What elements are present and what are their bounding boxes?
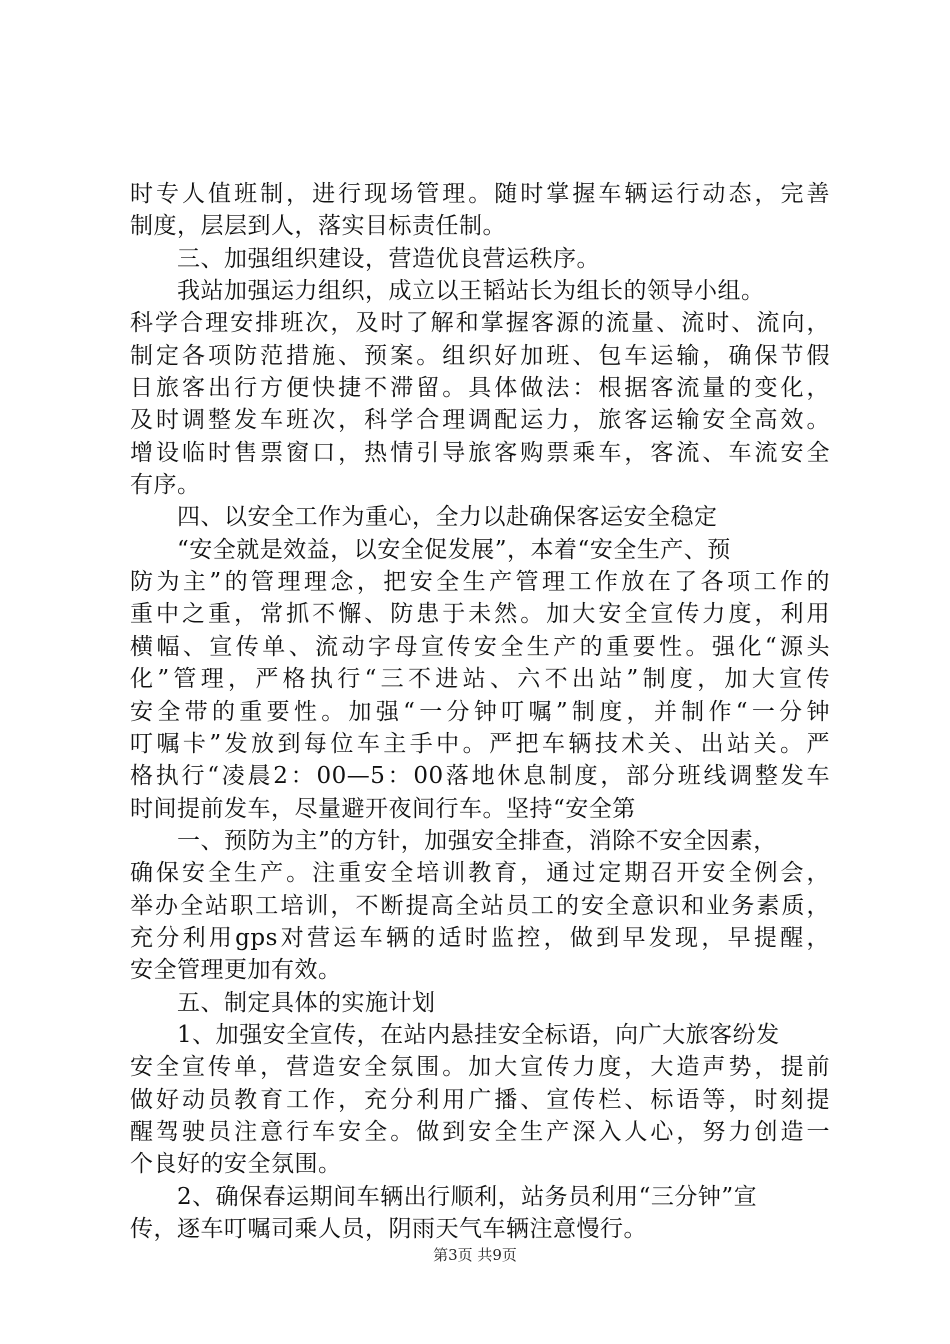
body-line: 有序。 — [130, 472, 201, 499]
body-line: 制度，层层到人，落实目标责任制。 — [130, 213, 506, 240]
body-line: 重中之重，常抓不懈、防患于未然。加大安全宣传力度，利用 — [130, 601, 830, 628]
body-line: 做好动员教育工作，充分利用广播、宣传栏、标语等，时刻提 — [130, 1086, 830, 1113]
page-footer: 第3页 共9页 — [433, 1246, 517, 1264]
body-line: “安全就是效益，以安全促发展”，本着“安全生产、预 — [177, 536, 731, 563]
section-heading: 五、制定具体的实施计划 — [177, 989, 436, 1016]
body-line: 充分利用gps对营运车辆的适时监控，做到早发现，早提醒， — [130, 924, 830, 951]
body-line: 安全宣传单，营造安全氛围。加大宣传力度，大造声势，提前 — [130, 1054, 830, 1081]
body-line: 及时调整发车班次，科学合理调配运力，旅客运输安全高效。 — [130, 407, 830, 434]
section-heading: 三、加强组织建设，营造优良营运秩序。 — [177, 245, 600, 272]
body-line: 安全带的重要性。加强“一分钟叮嘱”制度，并制作“一分钟 — [130, 698, 830, 725]
body-line: 科学合理安排班次，及时了解和掌握客源的流量、流时、流向， — [130, 310, 830, 337]
body-line: 2、确保春运期间车辆出行顺利，站务员利用“三分钟”宣 — [177, 1183, 758, 1210]
body-line: 我站加强运力组织，成立以王韬站长为组长的领导小组。 — [177, 278, 765, 305]
body-line: 化”管理，严格执行“三不进站、六不出站”制度，加大宣传 — [130, 666, 830, 693]
body-line: 传，逐车叮嘱司乘人员，阴雨天气车辆注意慢行。 — [130, 1216, 647, 1242]
section-heading: 四、以安全工作为重心，全力以赴确保客运安全稳定 — [177, 504, 718, 531]
body-line: 确保安全生产。注重安全培训教育，通过定期召开安全例会， — [130, 860, 830, 887]
body-line: 1、加强安全宣传，在站内悬挂安全标语，向广大旅客纷发 — [177, 1021, 780, 1048]
body-line: 制定各项防范措施、预案。组织好加班、包车运输，确保节假 — [130, 342, 830, 369]
body-line: 举办全站职工培训，不断提高全站员工的安全意识和业务素质， — [130, 892, 830, 919]
body-line: 横幅、宣传单、流动字母宣传安全生产的重要性。强化“源头 — [130, 633, 830, 660]
body-line: 时专人值班制，进行现场管理。随时掌握车辆运行动态，完善 — [130, 181, 830, 207]
body-line: 格执行“凌晨2：00—5：00落地休息制度，部分班线调整发车 — [130, 763, 830, 790]
body-line: 安全管理更加有效。 — [130, 957, 342, 984]
body-line: 日旅客出行方便快捷不滞留。具体做法：根据客流量的变化， — [130, 375, 830, 402]
body-line: 叮嘱卡”发放到每位车主手中。严把车辆技术关、出站关。严 — [130, 730, 830, 757]
body-line: 增设临时售票窗口，热情引导旅客购票乘车，客流、车流安全 — [130, 439, 830, 466]
body-line: 个良好的安全氛围。 — [130, 1151, 342, 1178]
body-line: 醒驾驶员注意行车安全。做到安全生产深入人心，努力创造一 — [130, 1118, 830, 1145]
body-line: 一、预防为主”的方针，加强安全排查，消除不安全因素， — [177, 827, 777, 854]
body-line: 时间提前发车，尽量避开夜间行车。坚持“安全第 — [130, 795, 636, 822]
document-body — [130, 178, 830, 1245]
body-line: 防为主”的管理理念，把安全生产管理工作放在了各项工作的 — [130, 569, 830, 596]
